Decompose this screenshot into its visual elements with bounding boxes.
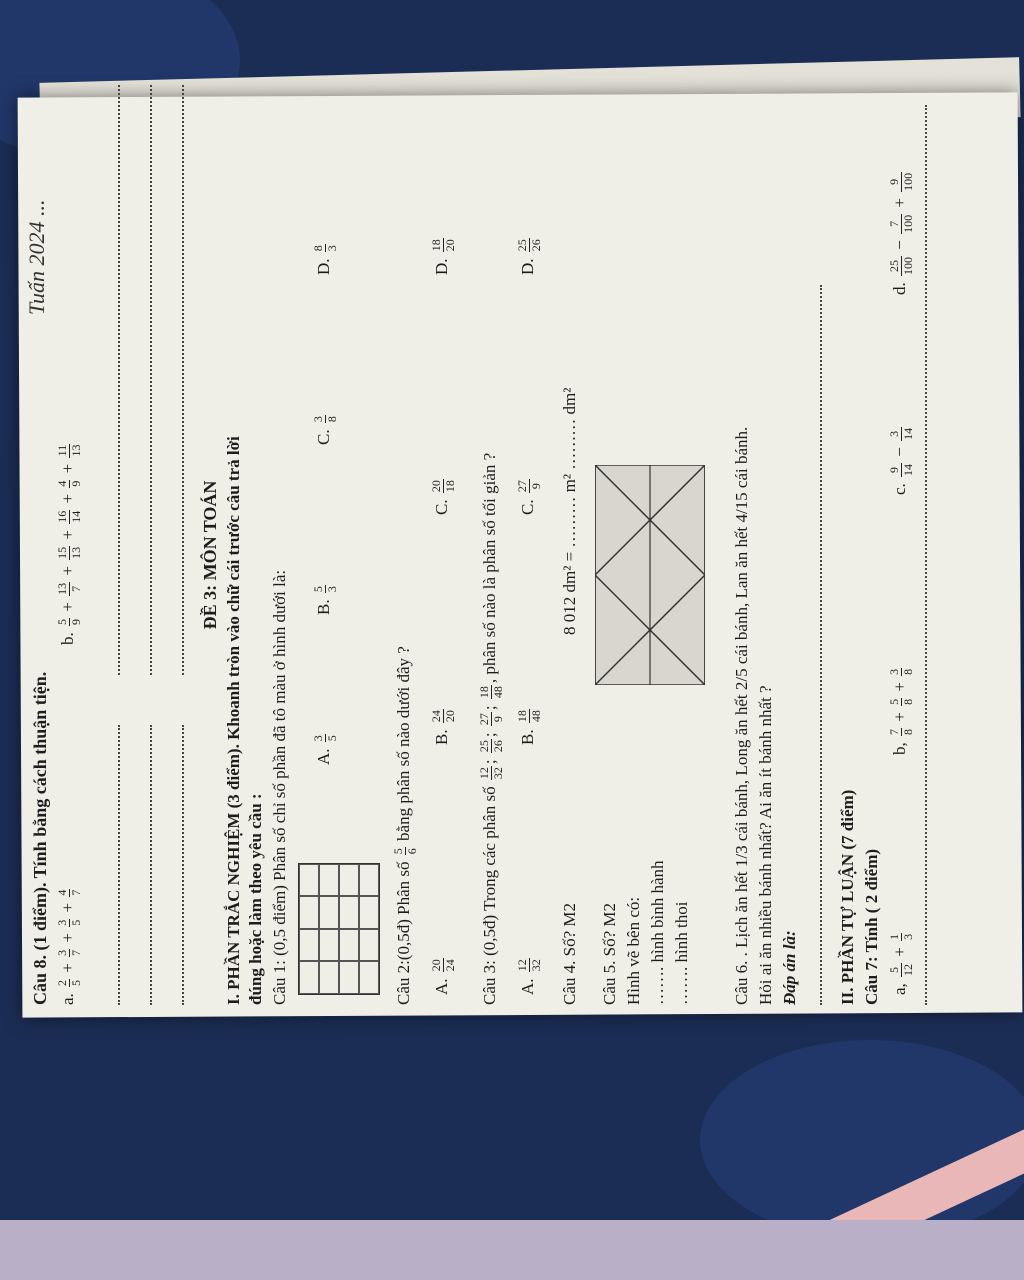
q6-line2: Hỏi ai ăn nhiều bánh nhất? Ai ăn ít bánh nhất ?	[756, 685, 775, 1005]
q3-text: Câu 3: (0,5đ) Trong các phân số 12 32 ; 25 26 ; 27 9 ; 18 48 , phân số nào là phân số tối giản ?	[477, 452, 505, 1005]
fraction: 3 5	[55, 919, 83, 926]
section2-heading: II. PHẦN TỰ LUẬN (7 điểm)	[838, 789, 857, 1005]
section1-heading-cont: đúng hoặc làm theo yêu cầu :	[246, 793, 265, 1005]
cau8-a: a. 2 5 + 3 7 + 3 5 + 4 7	[55, 889, 83, 1005]
fraction: 5 8	[887, 698, 915, 705]
fraction: 5 12	[887, 963, 915, 976]
cau8-title: Câu 8. (1 điểm). Tính bằng cách thuận tiện.	[30, 671, 50, 1005]
answer-line[interactable]	[182, 85, 184, 675]
fraction: 24 20	[429, 710, 457, 723]
q5-text: Câu 5. Số? M2	[600, 903, 619, 1005]
option-label: A.	[432, 978, 451, 995]
fraction: 18 48	[477, 686, 505, 699]
option-label: C.	[432, 499, 451, 515]
rotated-page	[20, 95, 1020, 1015]
q7-c-label: c.	[890, 483, 909, 495]
q7-d: d. 25 100 − 7 100 + 9 100	[887, 172, 915, 295]
answer-line[interactable]	[182, 725, 184, 1005]
answer-line[interactable]	[118, 725, 120, 1005]
q3-option-c[interactable]	[516, 477, 542, 515]
q5-line3[interactable]: ……. hình thoi	[672, 901, 691, 1005]
fraction: 27 9	[515, 480, 543, 493]
q1-option-d[interactable]	[312, 242, 338, 275]
fraction: 1 3	[887, 933, 915, 940]
fraction: 15 13	[55, 546, 83, 559]
q4-text: Câu 4. Số? M2	[560, 903, 579, 1005]
option-label: C.	[314, 429, 333, 445]
fraction: 18 20	[429, 239, 457, 252]
cau8-b-label: b.	[58, 632, 77, 645]
fraction: 25 100	[887, 257, 915, 275]
answer-line[interactable]	[925, 105, 927, 1005]
option-label: D.	[314, 258, 333, 275]
q7-a-label: a,	[890, 983, 909, 995]
fraction: 7 100	[887, 214, 915, 233]
fraction: 25 26	[515, 239, 543, 252]
fraction: 5 3	[311, 586, 339, 593]
q1-option-c[interactable]	[312, 413, 338, 445]
answer-line[interactable]	[118, 85, 120, 675]
fraction: 9 100	[887, 172, 915, 191]
option-label: B.	[518, 729, 537, 745]
q7-d-label: d.	[890, 282, 909, 295]
q2-post: bằng phân số nào dưới đây ?	[394, 646, 413, 841]
fraction: 16 14	[55, 510, 83, 523]
fraction: 18 48	[515, 710, 543, 723]
fraction: 8 3	[311, 245, 339, 252]
q6-answer-label: Đáp án là:	[780, 930, 799, 1005]
answer-line[interactable]	[150, 85, 152, 675]
q3-option-d[interactable]	[516, 236, 542, 275]
option-label: D.	[518, 258, 537, 275]
fraction: 20 18	[429, 480, 457, 493]
q3-pre: Câu 3: (0,5đ) Trong các phân số	[480, 786, 499, 1005]
q7-b-label: b,	[890, 742, 909, 755]
option-label: B.	[432, 729, 451, 745]
q2-option-b[interactable]	[430, 707, 456, 745]
option-label: C.	[518, 499, 537, 515]
fraction: 5 6	[391, 848, 419, 855]
q5-line1: Hình vẽ bên có:	[624, 896, 643, 1005]
fabric-edge	[0, 1220, 1024, 1280]
q2-option-a[interactable]	[430, 956, 456, 995]
fraction: 7 8	[887, 729, 915, 735]
q7-c: c. 9 14 − 3 14	[887, 427, 915, 495]
q7-text: Câu 7: Tính ( 2 điểm)	[862, 848, 881, 1005]
q2-option-c[interactable]	[430, 477, 456, 515]
q3-option-a[interactable]	[516, 956, 542, 995]
fraction: 3 5	[311, 735, 339, 742]
fraction: 3 7	[55, 949, 83, 956]
option-label: B.	[314, 599, 333, 615]
q5-figure	[595, 465, 705, 685]
q1-grid-figure	[298, 863, 380, 995]
fraction: 4 9	[55, 480, 83, 487]
fraction: 25 26	[477, 740, 505, 753]
fraction: 27 9	[477, 713, 505, 726]
q6-line1: Câu 6. . Lịch ăn hết 1/3 cái bánh, Long ăn hết 2/5 cái bánh, Lan ăn hết 4/15 cái bánh.	[732, 426, 751, 1005]
q1-option-b[interactable]	[312, 583, 338, 615]
q4-expression[interactable]: 8 012 dm² = ……… m² ……… dm²	[560, 387, 579, 635]
q2-pre: Câu 2:(0,5đ) Phân số	[394, 861, 413, 1005]
q5-line2[interactable]: ……. hình bình hành	[648, 860, 667, 1005]
fraction: 9 14	[887, 463, 915, 476]
fraction: 12 32	[515, 959, 543, 972]
fraction: 3 8	[887, 668, 915, 675]
answer-line[interactable]	[820, 285, 822, 1005]
section1-heading: I. PHẦN TRẮC NGHIỆM (3 điểm). Khoanh tròn vào chữ cái trước câu trả lời	[224, 436, 243, 1005]
fraction: 3 14	[887, 427, 915, 440]
q2-text	[392, 646, 418, 1005]
fraction: 5 9	[55, 619, 83, 625]
handwriting-note: Tuấn 2024 ...	[24, 199, 49, 315]
cau8-b: b. 5 9 + 13 7 + 15 13 + 16 14 + 4 9 + 11 13	[55, 444, 83, 645]
q7-b: b, 7 8 + 5 8 + 3 8	[887, 668, 915, 755]
option-label: D.	[432, 258, 451, 275]
q1-text: Câu 1: (0,5 điểm) Phân số chỉ số phần đã tô màu ở hình dưới là:	[270, 569, 289, 1005]
q1-option-a[interactable]	[312, 732, 338, 765]
q3-option-b[interactable]	[516, 707, 542, 745]
fraction: 20 24	[429, 959, 457, 972]
cau8-a-label: a.	[58, 993, 77, 1005]
fraction: 3 8	[311, 416, 339, 423]
option-label: A.	[314, 748, 333, 765]
fraction: 12 32	[477, 767, 505, 780]
exam-title: ĐỀ 3: MÔN TOÁN	[200, 480, 220, 630]
fraction: 2 5	[55, 979, 83, 986]
q7-a: a, 5 12 + 1 3	[887, 933, 915, 995]
option-label: A.	[518, 978, 537, 995]
q2-option-d[interactable]	[430, 236, 456, 275]
fraction: 13 7	[55, 582, 83, 595]
fraction: 11 13	[55, 444, 83, 457]
answer-line[interactable]	[150, 725, 152, 1005]
q3-post: phân số nào là phân số tối giản ?	[480, 452, 499, 675]
fraction: 4 7	[55, 889, 83, 896]
